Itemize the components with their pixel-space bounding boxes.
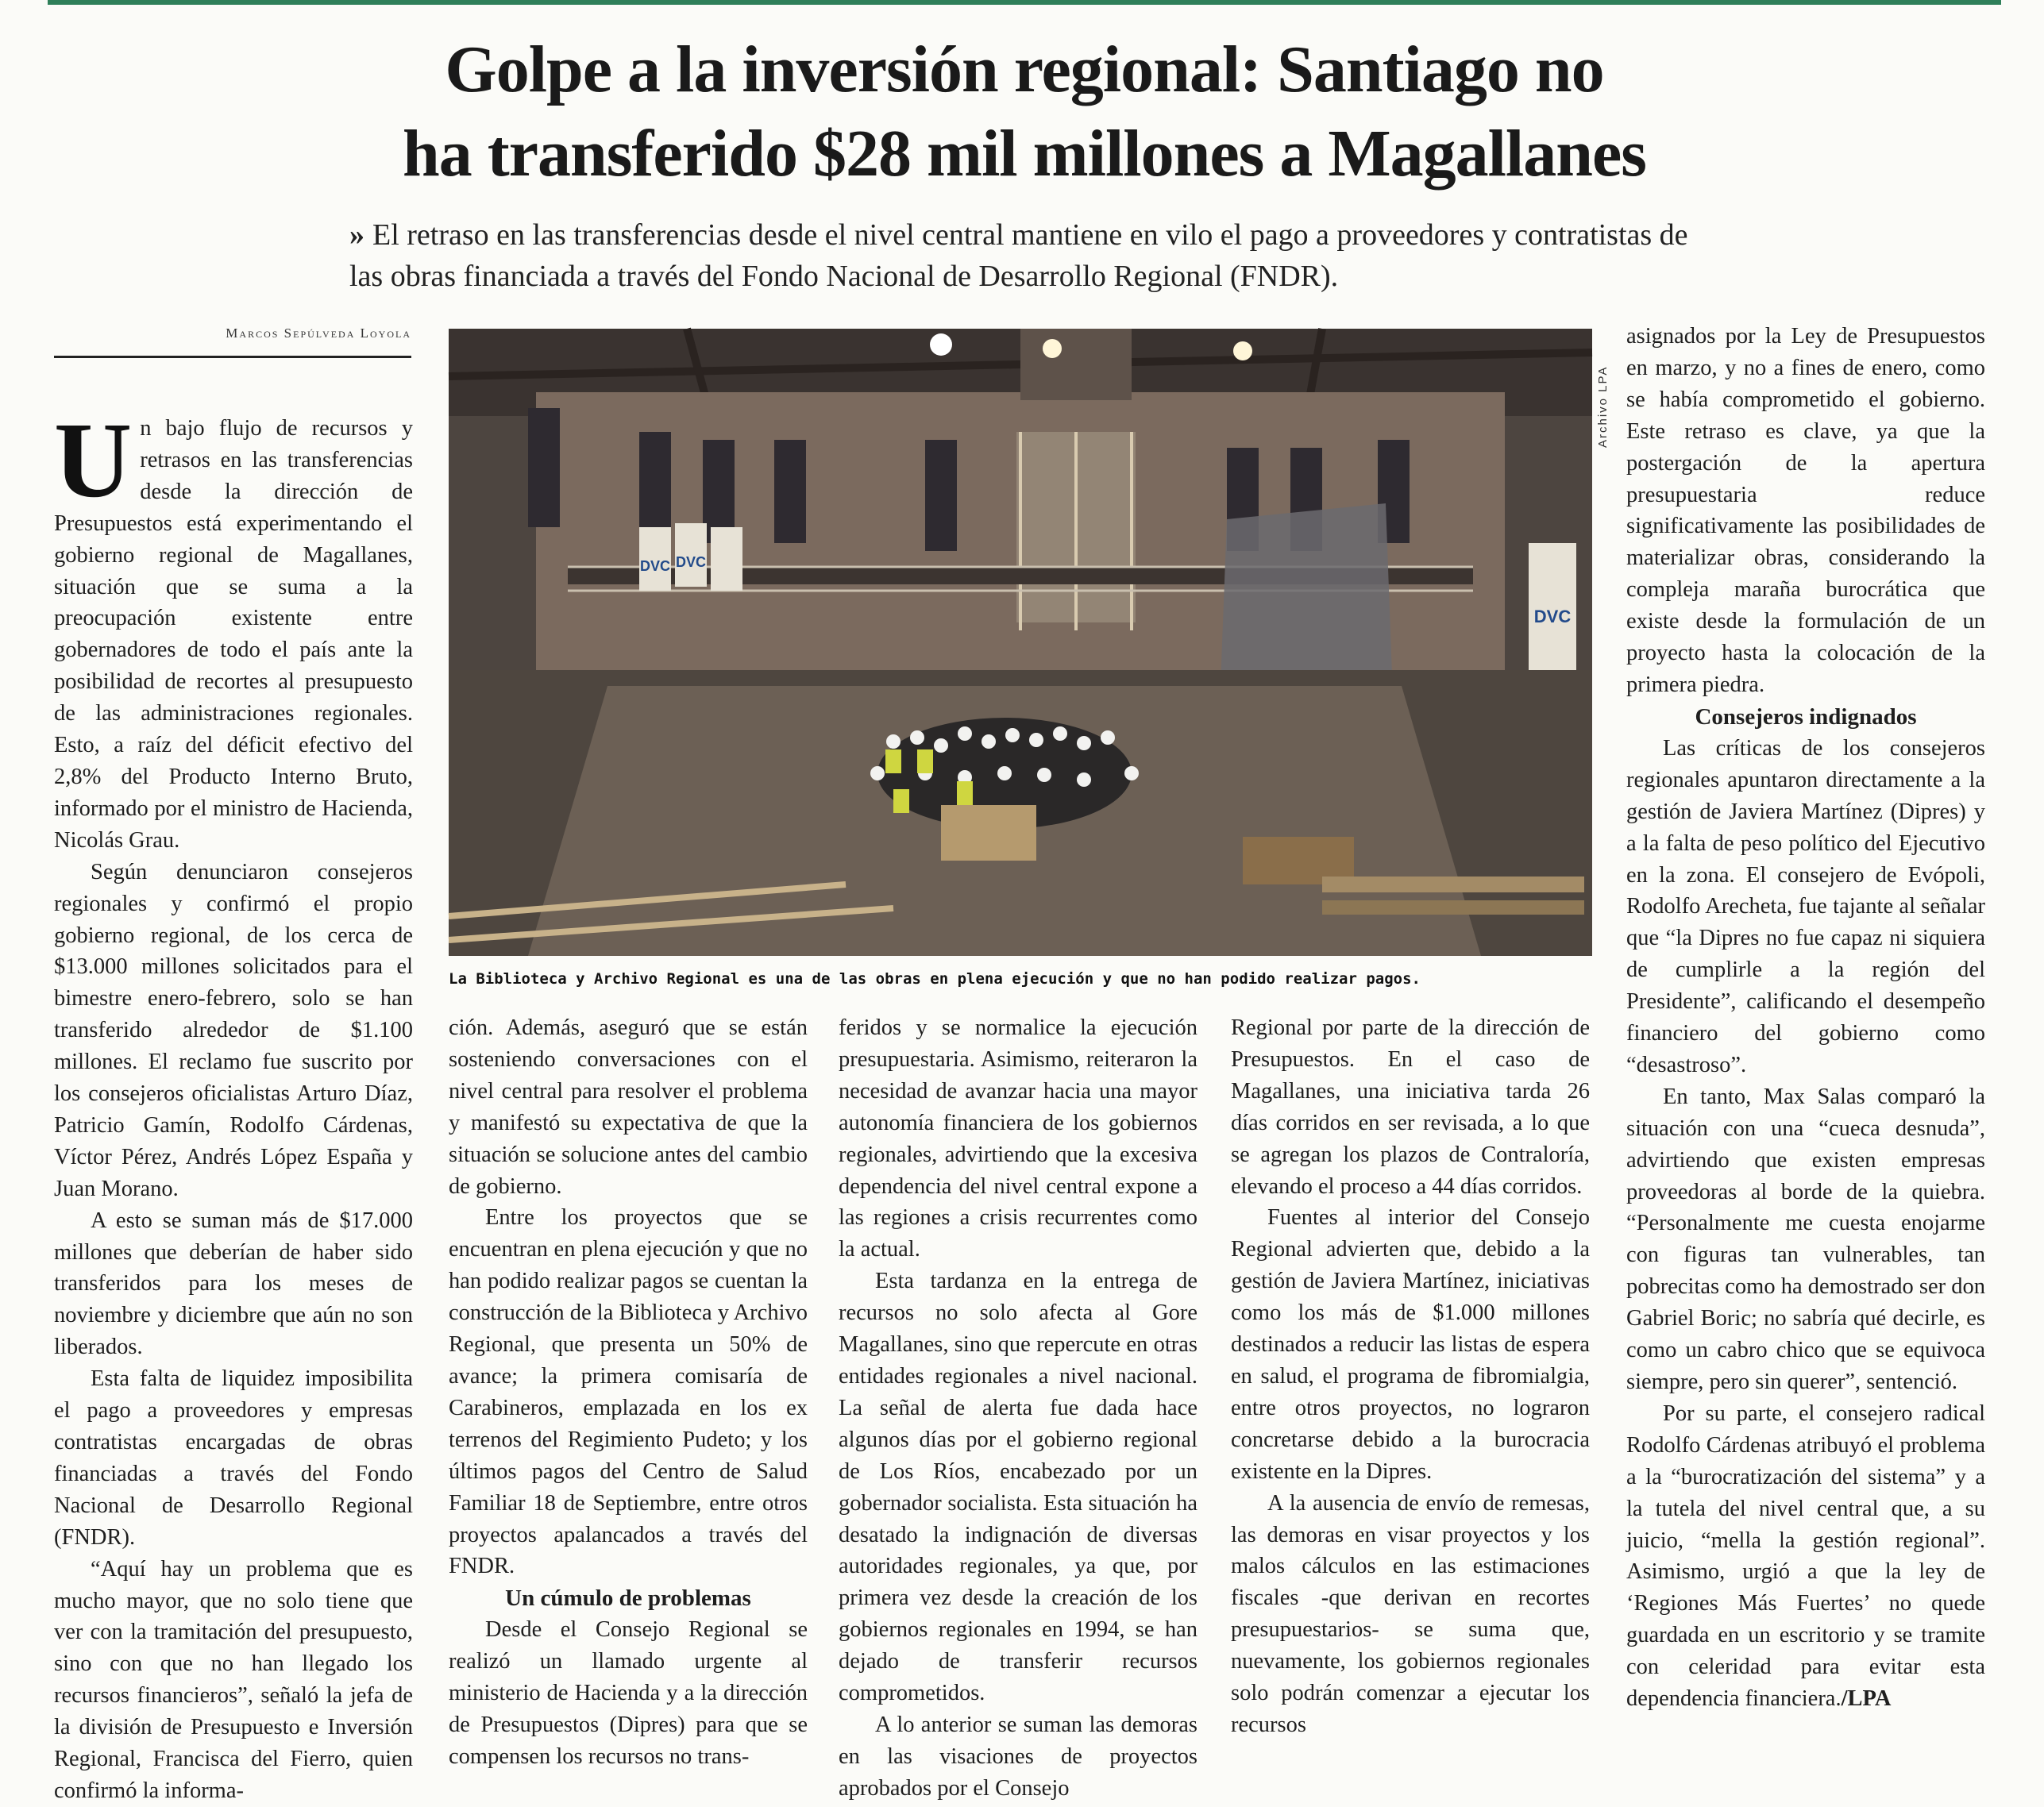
construction-site-image <box>449 329 1592 956</box>
banner-text-2: DVC <box>675 554 707 570</box>
column-4 <box>1231 1012 1590 1786</box>
deck-arrow-icon: » <box>349 218 364 252</box>
deck-text: El retraso en las transferencias desde el nivel central mantiene en vilo el pago a proveedores y contratistas de las obras financiada a través del Fondo Nacional de Desarrollo Regional (FNDR). <box>349 218 1688 293</box>
subhead: Consejeros indignados <box>1695 703 1917 730</box>
paragraph-text: n bajo flujo de recursos y retrasos en las transferencias desde la dirección de Presupuestos está experimentando el gobierno regional de Magallanes, situación que se suma a la preocupación existente entre gobernadores de todo el país ante la posibilidad de recortes al presupuesto de las administraciones regionales. Esto, a raíz del déficit efectivo del 2,8% del Producto Interno Bruto, informado por el ministro de Hacienda, Nicolás Grau. <box>54 416 413 853</box>
paragraph: Fuentes al interior del Consejo Regional advierten que, debido a la gestión de Javiera Martínez, iniciativas como los más de $1.000 millones destinados a reducir las listas de espera en salud, el programa de fibromialgia, entre otros proyectos, no lograron concretarse debido a la burocracia existente en la Dipres. <box>1231 1205 1590 1484</box>
headline-line-1: Golpe a la inversión regional: Santiago no <box>445 33 1604 106</box>
column-3 <box>839 1012 1197 1801</box>
drop-cap: U <box>54 401 133 520</box>
paragraph: En tanto, Max Salas comparó la situación con una “cueca desnuda”, advirtiendo que existen empresas proveedoras al borde de la quiebra. “Personalmente me cuesta enojarme con figuras tan vulnerables, tan pobrecitas como ha demostrado ser don Gabriel Boric; no sabría qué decirle, es como un cabro chico que se equivoca siempre, pero sin querer”, sentenció. <box>1626 1084 1985 1394</box>
column-1 <box>54 401 413 1803</box>
top-rule <box>48 0 2001 5</box>
paragraph <box>1626 1398 1985 1715</box>
paragraph: Las críticas de los consejeros regionales apuntaron directamente a la gestión de Javiera Martínez (Dipres) y a la falta de peso político del Ejecutivo en la zona. El consejero de Evópoli, Rodolfo Arecheta, fue tajante al señalar que “la Dipres no fue capaz ni siquiera de cumplirle a la región del Presidente”, calificando el desempeño financiero del gobierno como “desastroso”. <box>1626 735 1985 1077</box>
paragraph: A lo anterior se suman las demoras en las visaciones de proyectos aprobados por el Consejo <box>839 1712 1197 1801</box>
byline: Marcos Sepúlveda Loyola <box>54 326 411 358</box>
subhead: Un cúmulo de problemas <box>505 1585 751 1612</box>
headline-line-2: ha transferido $28 mil millones a Magallanes <box>403 117 1646 191</box>
banner-text-3: DVC <box>1533 607 1572 626</box>
deck <box>349 214 1699 297</box>
paragraph: Esta tardanza en la entrega de recursos no solo afecta al Gore Magallanes, sino que repercute en otras entidades regionales a nivel nacional. La señal de alerta fue dada hace algunos días por el gobierno regional de Los Ríos, encabezado por un gobernador socialista. Esta situación ha desatado la indignación de diversas autoridades regionales, ya que, por primera vez desde la creación de los gobiernos regionales en 1994, se han dejado de transferir recursos comprometidos. <box>839 1269 1197 1706</box>
banner-text-1: DVC <box>639 558 671 574</box>
paragraph: asignados por la Ley de Presupuestos en marzo, y no a fines de enero, como se había comprometido el gobierno. Este retraso es clave, ya que la postergación de la apertura presupuestaria reduce significativamente las posibilidades de materializar obras, considerando la compleja maraña burocrática que existe desde la formulación de un proyecto hasta la colocación de la primera piedra. <box>1626 324 1985 697</box>
paragraph: Desde el Consejo Regional se realizó un llamado urgente al ministerio de Hacienda y a la dirección de Presupuestos (Dipres) para que se compensen los recursos no trans- <box>449 1617 808 1769</box>
headline <box>48 28 2001 196</box>
paragraph: A esto se suman más de $17.000 millones que deberían de haber sido transferidos para los meses de noviembre y diciembre que aún no son liberados. <box>54 1208 413 1360</box>
paragraph: Entre los proyectos que se encuentran en plena ejecución y que no han podido realizar pagos se cuentan la construcción de la Biblioteca y Archivo Regional, que presenta un 50% de avance; la primera comisaría de Carabineros, emplazada en los ex terrenos del Regimiento Pudeto; y los últimos pagos del Centro de Salud Familiar 18 de Septiembre, entre otros proyectos apalancados a través del FNDR. <box>449 1205 808 1579</box>
paragraph: Regional por parte de la dirección de Presupuestos. En el caso de Magallanes, una iniciativa tarda 26 días corridos en ser revisada, a lo que se agregan los plazos de Contraloría, elevando el proceso a 44 días corridos. <box>1231 1015 1590 1199</box>
column-2 <box>449 1012 808 1786</box>
column-5 <box>1626 321 1985 1786</box>
article-photo <box>449 329 1592 956</box>
paragraph: ción. Además, aseguró que se están sosteniendo conversaciones con el nivel central para resolver el problema y manifestó su expectativa de que la situación se solucione antes del cambio de gobierno. <box>449 1015 808 1199</box>
signature: /LPA <box>1841 1686 1892 1712</box>
photo-caption: La Biblioteca y Archivo Regional es una de las obras en plena ejecución y que no han podido realizar pagos. <box>449 970 1421 988</box>
paragraph: Según denunciaron consejeros regionales y confirmó el propio gobierno regional, de los cerca de $13.000 millones solicitados para el bimestre enero-febrero, solo se han transferido alrededor de $1.100 millones. El reclamo fue suscrito por los consejeros oficialistas Arturo Díaz, Patricio Gamín, Rodolfo Cárdenas, Víctor Pérez, Andrés López España y Juan Morano. <box>54 859 413 1201</box>
paragraph: “Aquí hay un problema que es mucho mayor, que no solo tiene que ver con la tramitación del presupuesto, sino con que no han llegado los recursos financieros”, señaló la jefa de la división de Presupuesto e Inversión Regional, Francisca del Fierro, quien confirmó la informa- <box>54 1556 413 1803</box>
paragraph-text: Por su parte, el consejero radical Rodolfo Cárdenas atribuyó el problema a la “burocratización del sistema” y a la tutela del nivel central que, a su juicio, “mella la gestión regional”. Asimismo, urgió a que la ley de ‘Regiones Más Fuertes’ no quede guardada en un escritorio y se tramite con celeridad para evitar esta dependencia financiera. <box>1626 1401 1985 1712</box>
paragraph: feridos y se normalice la ejecución presupuestaria. Asimismo, reiteraron la necesidad de avanzar hacia una mayor autonomía financiera de los gobiernos regionales, advirtiendo que la excesiva dependencia del nivel central expone a las regiones a crisis recurrentes como la actual. <box>839 1015 1197 1262</box>
paragraph: A la ausencia de envío de remesas, las demoras en visar proyectos y los malos cálculos en las estimaciones fiscales -que derivan en recortes presupuestarios- se suma que, nuevamente, los gobiernos regionales solo podrán comenzar a ejecutar los recursos <box>1231 1490 1590 1737</box>
paragraph <box>54 401 413 857</box>
paragraph: Esta falta de liquidez imposibilita el pago a proveedores y empresas contratistas encargadas de obras financiadas a través del Fondo Nacional de Desarrollo Regional (FNDR). <box>54 1366 413 1550</box>
photo-credit: Archivo LPA <box>1596 365 1610 448</box>
